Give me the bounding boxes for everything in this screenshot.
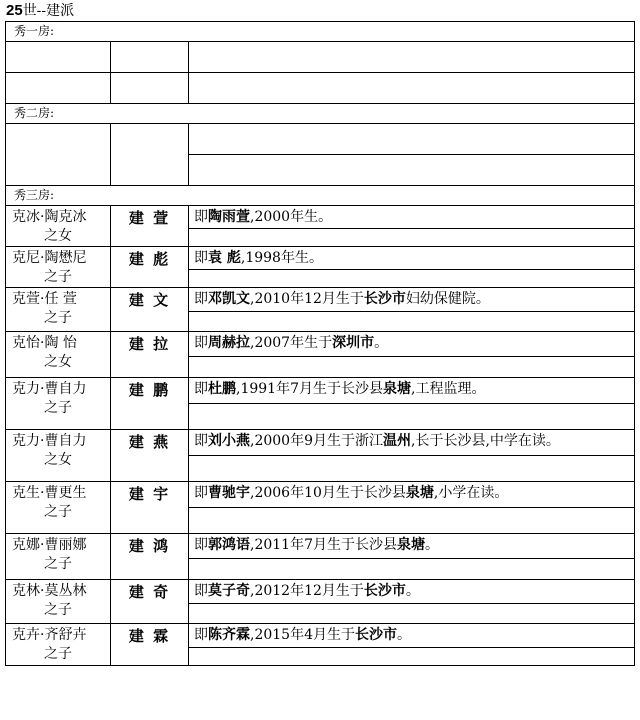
section-label: 秀二房: — [6, 104, 635, 124]
member-desc: 即杜鹏,1991年7月生于长沙县泉塘,工程监理。 — [189, 378, 635, 404]
desc-sub-cell — [189, 228, 635, 246]
desc-sub-cell — [189, 312, 635, 332]
desc-sub-cell — [189, 456, 635, 482]
empty-cell — [6, 42, 111, 73]
member-name: 建 鹏 — [111, 378, 189, 430]
member-desc: 即陈齐霖,2015年4月生于长沙市。 — [189, 624, 635, 648]
parent-cell: 克力·曹自力 之子 — [6, 378, 111, 430]
desc-sub-cell — [189, 404, 635, 430]
empty-cell — [6, 124, 111, 186]
empty-cell — [111, 42, 189, 73]
member-name: 建 燕 — [111, 430, 189, 482]
empty-cell — [189, 155, 635, 186]
page-title — [6, 0, 74, 20]
table-row — [6, 247, 635, 270]
table-row — [6, 624, 635, 648]
generation-number: 25 — [6, 2, 23, 19]
member-desc: 即莫子奇,2012年12月生于长沙市。 — [189, 580, 635, 604]
desc-sub-cell — [189, 508, 635, 534]
member-name: 建 霖 — [111, 624, 189, 666]
member-name: 建 拉 — [111, 332, 189, 378]
member-desc: 即刘小燕,2000年9月生于浙江温州,长于长沙县,中学在读。 — [189, 430, 635, 456]
empty-cell — [111, 73, 189, 104]
genealogy-table — [5, 21, 635, 666]
table-row — [6, 482, 635, 508]
empty-row — [6, 42, 635, 73]
section-header-row — [6, 104, 635, 124]
parent-cell: 克娜·曹丽娜 之子 — [6, 534, 111, 580]
member-name: 建 鸿 — [111, 534, 189, 580]
desc-sub-cell — [189, 270, 635, 288]
desc-sub-cell — [189, 357, 635, 378]
member-name: 建 萱 — [111, 206, 189, 247]
table-row — [6, 332, 635, 357]
desc-sub-cell — [189, 648, 635, 666]
member-name: 建 彪 — [111, 247, 189, 288]
member-name: 建 奇 — [111, 580, 189, 624]
table-row — [6, 288, 635, 312]
member-name: 建 文 — [111, 288, 189, 332]
parent-cell: 克怡·陶 怡 之女 — [6, 332, 111, 378]
member-desc: 即袁 彪,1998年生。 — [189, 247, 635, 270]
parent-cell: 克尼·陶懋尼 之子 — [6, 247, 111, 288]
member-desc: 即陶雨萱,2000年生。 — [189, 206, 635, 229]
section-label: 秀三房: — [6, 186, 635, 206]
member-desc: 即周赫拉,2007年生于深圳市。 — [189, 332, 635, 357]
desc-sub-cell — [189, 604, 635, 624]
table-row — [6, 580, 635, 604]
section-label: 秀一房: — [6, 22, 635, 42]
member-name: 建 宇 — [111, 482, 189, 534]
empty-row — [6, 124, 635, 155]
section-header-row — [6, 22, 635, 42]
member-desc: 即邓凯文,2010年12月生于长沙市妇幼保健院。 — [189, 288, 635, 312]
empty-cell — [189, 42, 635, 73]
table-row — [6, 430, 635, 456]
empty-cell — [189, 124, 635, 155]
parent-cell: 克林·莫丛林 之子 — [6, 580, 111, 624]
empty-cell — [111, 124, 189, 186]
member-desc: 即郭鸿语,2011年7月生于长沙县泉塘。 — [189, 534, 635, 559]
parent-cell: 克生·曹更生 之子 — [6, 482, 111, 534]
empty-cell — [6, 73, 111, 104]
member-desc: 即曹驰宇,2006年10月生于长沙县泉塘,小学在读。 — [189, 482, 635, 508]
table-row — [6, 378, 635, 404]
parent-cell: 克卉·齐舒卉 之子 — [6, 624, 111, 666]
empty-row — [6, 73, 635, 104]
table-row — [6, 206, 635, 229]
parent-cell: 克冰·陶克冰 之女 — [6, 206, 111, 247]
empty-cell — [189, 73, 635, 104]
table-row — [6, 534, 635, 559]
generation-label: 世--建派 — [22, 3, 75, 19]
parent-cell: 克力·曹自力 之女 — [6, 430, 111, 482]
parent-cell: 克萱·任 萱 之子 — [6, 288, 111, 332]
section-header-row — [6, 186, 635, 206]
desc-sub-cell — [189, 559, 635, 580]
